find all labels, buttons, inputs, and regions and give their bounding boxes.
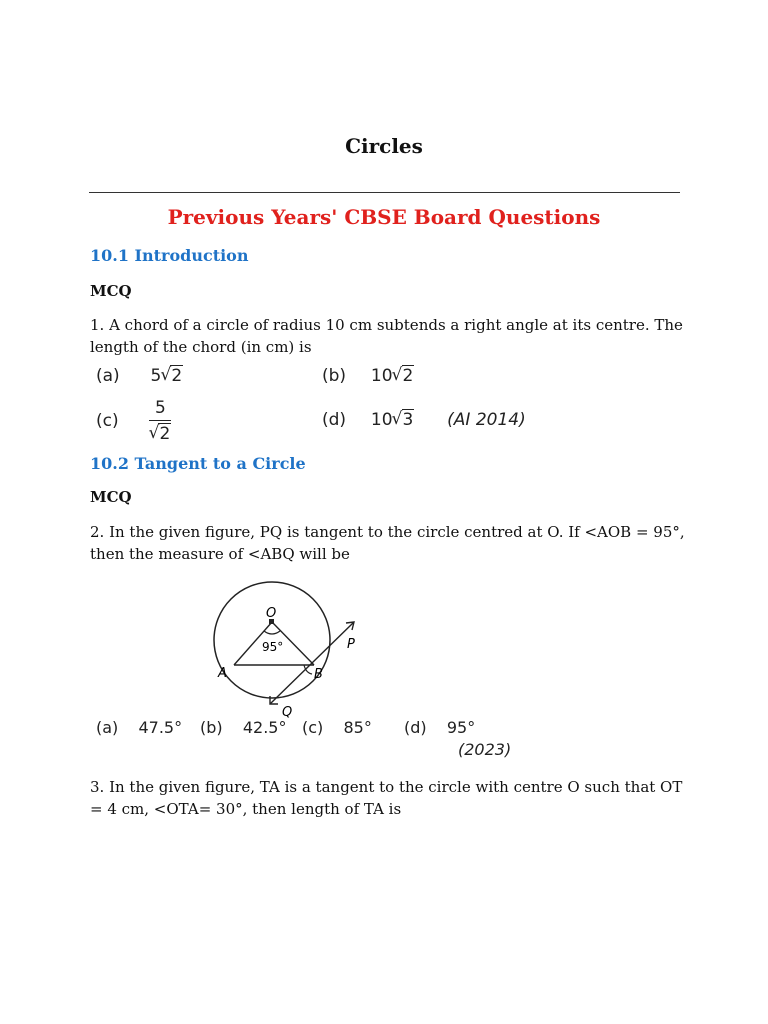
q1-source: (AI 2014) [447,410,526,430]
label-o: O [266,606,277,621]
label-q: Q [282,705,293,718]
question-3-text: 3. In the given figure, TA is a tangent to the circle with centre O such that OT = 4 cm, <OTA= 30°, then length of TA is [90,778,683,818]
q2-option-c [302,718,372,737]
q1-option-d-radicand: 3 [402,410,414,430]
q2-option-c-value: 85° [343,718,372,737]
title-divider [89,192,680,193]
sqrt-symbol [393,366,415,386]
mcq-label: MCQ [90,488,132,506]
mcq-label: MCQ [90,282,132,300]
q1-option-d-label: (d) [322,410,347,430]
q1-option-c-label: (c) [96,411,119,431]
tangent-pq [270,622,354,704]
question-1-text: 1. A chord of a circle of radius 10 cm subtends a right angle at its centre. The length of the chord (in cm) is [90,316,683,356]
q1-option-b-radicand: 2 [402,366,414,386]
q2-option-d-label: (d) [404,718,427,737]
q1-option-b-label: (b) [322,366,347,386]
page-title: Circles [345,134,423,158]
q2-option-b-label: (b) [200,718,223,737]
angle-arc-aob [264,631,280,634]
label-a: A [218,666,227,681]
q1-option-a-radicand: 2 [171,366,183,386]
sqrt-symbol [393,410,415,430]
q1-option-b-coef: 10 [370,366,393,386]
q2-option-a [96,718,182,737]
sqrt-symbol [149,424,171,444]
label-p: P [347,637,355,652]
q1-option-a-label: (a) [96,366,120,386]
page-subtitle: Previous Years' CBSE Board Questions [167,205,601,229]
q2-option-d-value: 95° [446,718,476,737]
q2-option-d [404,718,475,737]
q1-option-c-radicand: 2 [159,424,171,444]
q1-option-c-fraction [149,398,171,444]
section-heading-tangent: 10.2 Tangent to a Circle [90,454,306,473]
question-2-text: 2. In the given figure, PQ is tangent to the circle centred at O. If <AOB = 95°, then the measure of <ABQ will be [90,523,685,563]
q2-option-a-label: (a) [96,718,119,737]
q1-option-d [322,410,526,430]
q1-option-b [322,366,414,386]
q1-option-d-coef: 10 [370,410,393,430]
label-angle-95: 95° [262,640,284,654]
q2-source: (2023) [458,740,512,759]
q2-circle-figure [200,570,380,718]
q2-option-a-value: 47.5° [138,718,183,737]
q2-option-b-value: 42.5° [242,718,287,737]
sqrt-symbol [161,366,183,386]
label-b: B [314,667,323,682]
q2-option-c-label: (c) [302,718,324,737]
q1-option-c [96,398,171,444]
q2-option-b [200,718,286,737]
q1-option-c-numerator: 5 [149,398,171,421]
section-heading-introduction: 10.1 Introduction [90,246,249,265]
q1-option-a-coef: 5 [150,366,162,386]
q1-option-a [96,366,183,386]
